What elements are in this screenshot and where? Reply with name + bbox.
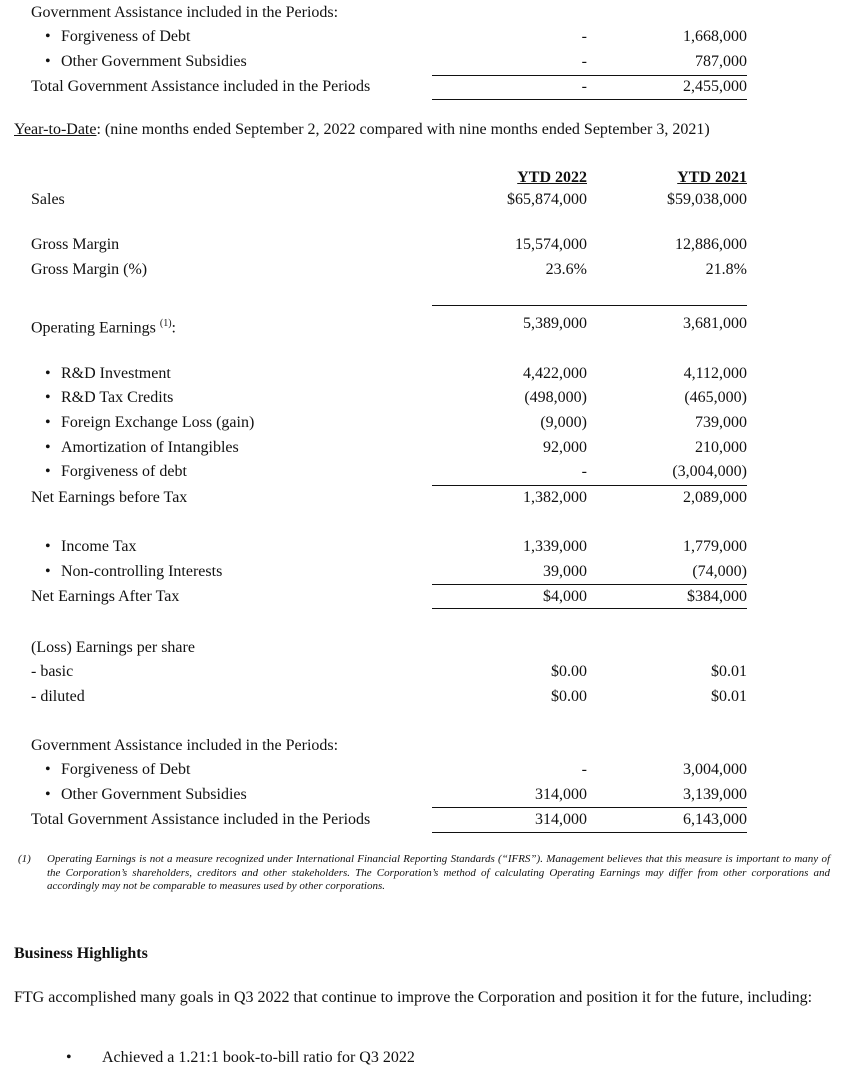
cell-c1: - [581, 463, 587, 480]
cell-c2: 1,779,000 [683, 538, 747, 555]
footnote-text: Operating Earnings is not a measure recognized under International Financial Reporting Standards (“IFRS”). Management believes that this measure is important to many of the Corporation’s shareholders, creditors and other stakeholders. The Corporation’s method of calculating Operating Earnings may differ from other corporations and accordingly may not be comparable to measures used by other corporations. [47, 853, 830, 892]
table-row [0, 536, 846, 558]
row-label: Total Government Assistance included in the Periods [31, 78, 371, 95]
row-label: - basic [31, 663, 74, 680]
table-row-total [0, 809, 846, 831]
bullet: • [45, 414, 51, 431]
table-row [0, 363, 846, 385]
divider [589, 608, 747, 609]
row-label: Income Tax [61, 538, 137, 555]
bullet: • [66, 1049, 72, 1066]
table-row [0, 637, 846, 659]
table-row [0, 661, 846, 683]
bullet: • [45, 538, 51, 555]
cell-c1: 314,000 [535, 786, 587, 803]
divider [432, 485, 589, 486]
table-row [0, 561, 846, 583]
cell-c1: $0.00 [551, 688, 587, 705]
table-row [0, 437, 846, 459]
divider [589, 305, 747, 306]
cell-c2: 2,455,000 [683, 78, 747, 95]
cell-c1: 1,382,000 [523, 489, 587, 506]
row-label: Total Government Assistance included in the Periods [31, 811, 371, 828]
ytd-title-rest: : (nine months ended September 2, 2022 compared with nine months ended September 3, 2021) [96, 121, 710, 138]
divider [432, 584, 589, 585]
table-row [0, 759, 846, 781]
bullet: • [45, 28, 51, 45]
table-row [0, 26, 846, 48]
cell-c2: (3,004,000) [672, 463, 747, 480]
cell-c2: $384,000 [687, 588, 747, 605]
table-row [0, 461, 846, 483]
table-row [0, 784, 846, 806]
ytd-title-link: Year-to-Date [14, 121, 97, 138]
table-row [0, 387, 846, 409]
row-label: Gross Margin [31, 236, 120, 253]
section-heading: Government Assistance included in the Periods: [31, 4, 339, 21]
table-row [0, 735, 846, 757]
row-label: Operating Earnings $^{(1)}$: [31, 318, 176, 337]
row-label: Forgiveness of Debt [61, 28, 191, 45]
cell-c2: 3,681,000 [683, 315, 747, 332]
col1-header: YTD 2022 [517, 169, 587, 186]
cell-c1: (9,000) [540, 414, 587, 431]
divider [432, 832, 589, 833]
bullet: • [45, 439, 51, 456]
cell-c1: 15,574,000 [515, 236, 587, 253]
column-headers [0, 167, 846, 189]
cell-c2: 3,004,000 [683, 761, 747, 778]
row-label: (Loss) Earnings per share [31, 639, 195, 656]
cell-c2: 3,139,000 [683, 786, 747, 803]
cell-c2: 739,000 [695, 414, 747, 431]
bullet: • [45, 761, 51, 778]
cell-c1: - [581, 761, 587, 778]
row-label: Other Government Subsidies [61, 53, 247, 70]
ytd-title [14, 121, 710, 139]
table-row [0, 487, 846, 509]
divider [589, 584, 747, 585]
bullet: • [45, 786, 51, 803]
cell-c2: 787,000 [695, 53, 747, 70]
bullet: • [45, 53, 51, 70]
gov-heading-top [0, 2, 846, 24]
cell-c2: 2,089,000 [683, 489, 747, 506]
cell-c1: - [581, 78, 587, 95]
bullet: • [45, 365, 51, 382]
cell-c2: 1,668,000 [683, 28, 747, 45]
bullet: • [45, 389, 51, 406]
row-label: R&D Investment [61, 365, 171, 382]
divider [432, 807, 589, 808]
cell-c1: $4,000 [543, 588, 587, 605]
footnote-ref: (1) [159, 318, 172, 329]
divider [589, 485, 747, 486]
row-label: Forgiveness of debt [61, 463, 187, 480]
divider [432, 608, 589, 609]
table-row [0, 234, 846, 256]
row-label: Net Earnings After Tax [31, 588, 180, 605]
table-row [0, 586, 846, 608]
cell-c1: $0.00 [551, 663, 587, 680]
col2-header: YTD 2021 [677, 169, 747, 186]
table-row [0, 412, 846, 434]
cell-c1: - [581, 53, 587, 70]
table-row [0, 313, 846, 335]
row-label: Gross Margin (%) [31, 261, 148, 278]
cell-c2: (465,000) [684, 389, 747, 406]
row-label: Amortization of Intangibles [61, 439, 239, 456]
table-row [0, 51, 846, 73]
divider [589, 832, 747, 833]
cell-c2: (74,000) [692, 563, 747, 580]
bullet: • [45, 463, 51, 480]
section-heading: Government Assistance included in the Periods: [31, 737, 339, 754]
row-label: Non-controlling Interests [61, 563, 223, 580]
row-label: Forgiveness of Debt [61, 761, 191, 778]
business-intro: FTG accomplished many goals in Q3 2022 that continue to improve the Corporation and position it for the future, including: [14, 989, 813, 1006]
divider [589, 807, 747, 808]
divider [432, 305, 589, 306]
cell-c1: 1,339,000 [523, 538, 587, 555]
cell-c2: 210,000 [695, 439, 747, 456]
cell-c2: 12,886,000 [675, 236, 747, 253]
cell-c2: $0.01 [711, 688, 747, 705]
row-label: Sales [31, 191, 65, 208]
row-label: R&D Tax Credits [61, 389, 174, 406]
row-label: Other Government Subsidies [61, 786, 247, 803]
cell-c1: $65,874,000 [507, 191, 587, 208]
highlight-text: Achieved a 1.21:1 book-to-bill ratio for Q3 2022 [102, 1049, 415, 1066]
cell-c1: 92,000 [543, 439, 587, 456]
cell-c1: 23.6% [545, 261, 587, 278]
business-highlights-heading: Business Highlights [14, 945, 148, 962]
table-row [0, 259, 846, 281]
cell-c1: - [581, 28, 587, 45]
row-label: Net Earnings before Tax [31, 489, 188, 506]
divider [589, 99, 747, 100]
divider [432, 99, 589, 100]
cell-c1: 314,000 [535, 811, 587, 828]
cell-c1: (498,000) [524, 389, 587, 406]
cell-c2: 4,112,000 [683, 365, 747, 382]
table-row [0, 686, 846, 708]
table-row [0, 189, 846, 211]
footnote-number: (1) [18, 853, 31, 865]
cell-c1: 5,389,000 [523, 315, 587, 332]
cell-c1: 4,422,000 [523, 365, 587, 382]
cell-c2: 6,143,000 [683, 811, 747, 828]
row-label: Foreign Exchange Loss (gain) [61, 414, 255, 431]
cell-c1: 39,000 [543, 563, 587, 580]
table-row-total [0, 76, 846, 98]
cell-c2: $0.01 [711, 663, 747, 680]
cell-c2: 21.8% [705, 261, 747, 278]
bullet: • [45, 563, 51, 580]
row-label: - diluted [31, 688, 85, 705]
cell-c2: $59,038,000 [667, 191, 747, 208]
